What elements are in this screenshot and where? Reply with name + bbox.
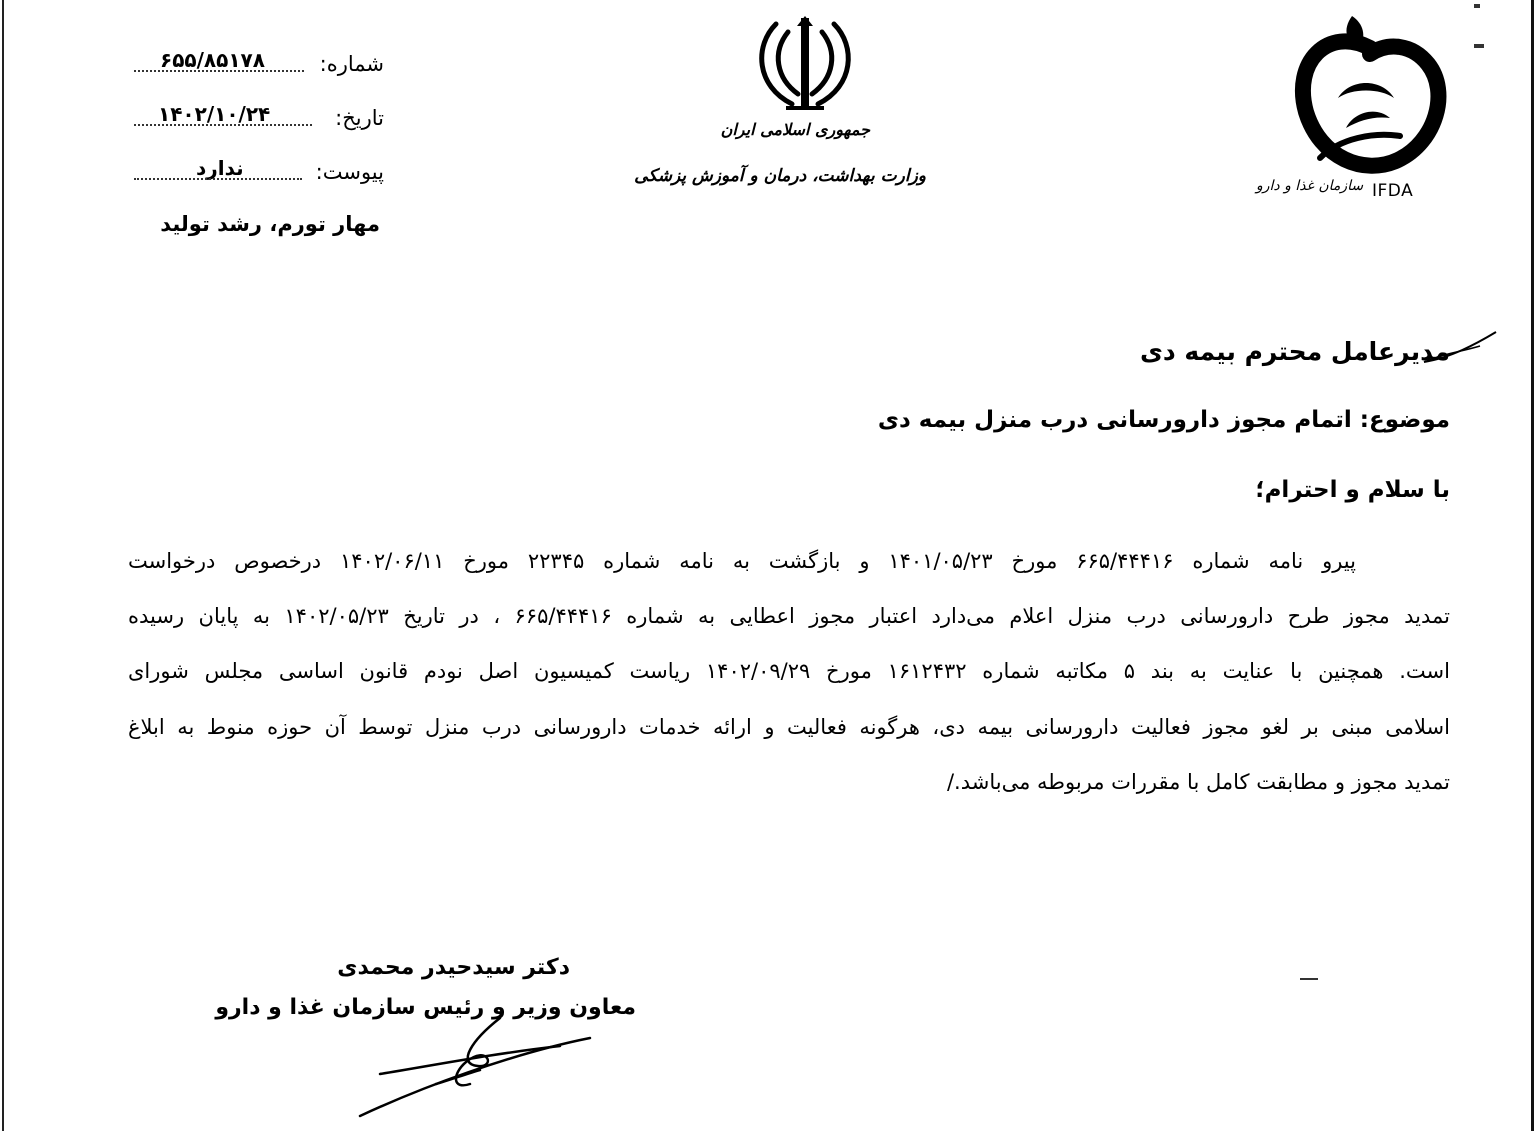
- date-value: ۱۴۰۲/۱۰/۲۴: [158, 102, 271, 126]
- number-label: شماره:: [319, 52, 384, 76]
- subject: موضوع: اتمام مجوز دارورسانی درب منزل بیمه دی: [877, 407, 1450, 433]
- attachment-dots: [134, 178, 302, 180]
- body-line-2: تمدید مجوز طرح دارورسانی درب منزل اعلام می‌دارد اعتبار مجوز اعطایی به شماره ۶۶۵/۴۴۴۱۶ ، در تاریخ ۱۴۰۲/۰۵/۲۳ به پایان رسیده: [128, 604, 1450, 628]
- ifda-subtitle: سازمان غذا و دارو: [1256, 178, 1364, 194]
- iran-emblem-icon: [752, 12, 858, 114]
- number-value: ۶۵۵/۸۵۱۷۸: [160, 48, 265, 72]
- greeting: با سلام و احترام؛: [1255, 477, 1450, 503]
- attachment-value: ندارد: [196, 156, 244, 180]
- date-label: تاریخ:: [335, 106, 384, 130]
- ifda-abbr: IFDA: [1372, 181, 1414, 201]
- number-dots: [134, 70, 304, 72]
- signatory-name: دکتر سیدحیدر محمدی: [337, 955, 570, 980]
- recipient: مدیرعامل محترم بیمه دی: [1139, 337, 1450, 366]
- body-line-4: اسلامی مبنی بر لغو مجوز فعالیت دارورسانی بیمه دی، هرگونه فعالیت و ارائه خدمات دارورسانی درب منزل توسط آن حوزه منوط به ابلاغ: [128, 715, 1450, 739]
- ifda-logo-icon: [1290, 8, 1450, 188]
- attachment-label: پیوست:: [315, 160, 384, 184]
- emblem-line1: جمهوری اسلامی ایران: [720, 120, 870, 139]
- scan-edge-right: [1531, 0, 1534, 1131]
- body-line-5: تمدید مجوز و مطابقت کامل با مقررات مربوطه می‌باشد./: [946, 770, 1450, 794]
- handwritten-signature: [340, 1010, 620, 1125]
- date-dots: [134, 124, 312, 126]
- scan-mark: [1300, 978, 1318, 980]
- body-line-1: پیرو نامه شماره ۶۶۵/۴۴۴۱۶ مورخ ۱۴۰۱/۰۵/۲۳ و بازگشت به نامه شماره ۲۲۳۴۵ مورخ ۱۴۰۲/۰۶/۱۱ درخصوص درخواست: [128, 549, 1356, 573]
- scan-mark: [1474, 44, 1484, 48]
- scan-edge-left: [2, 0, 4, 1131]
- motto: مهار تورم، رشد تولید: [160, 212, 380, 236]
- signatory-title: معاون وزیر و رئیس سازمان غذا و دارو: [215, 995, 636, 1020]
- scan-mark: [1474, 4, 1480, 8]
- emblem-line2: وزارت بهداشت، درمان و آموزش پزشکی: [634, 166, 926, 186]
- body-line-3: است. همچنین با عنایت به بند ۵ مکاتبه شماره ۱۶۱۲۴۳۲ مورخ ۱۴۰۲/۰۹/۲۹ ریاست کمیسیون اصل نودم قانون اساسی مجلس شورای: [128, 659, 1450, 683]
